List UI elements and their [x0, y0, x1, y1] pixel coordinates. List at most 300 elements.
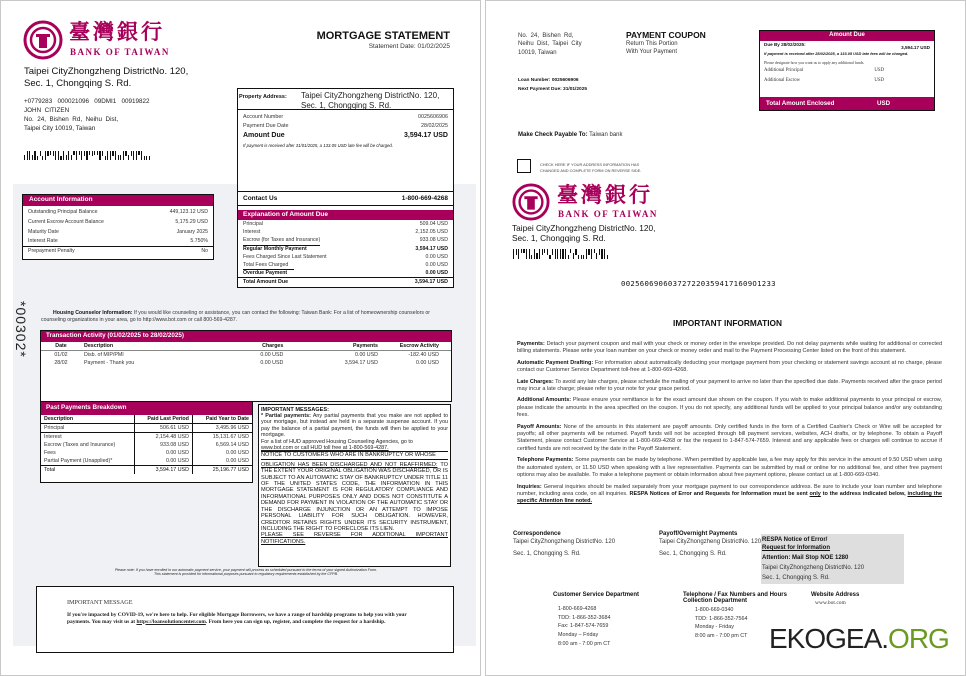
barcode-bar	[84, 151, 85, 156]
column-header: Description	[84, 343, 114, 349]
payable-label: Make Check Payable To:	[518, 132, 588, 138]
respa-title: Request for Information	[762, 545, 831, 551]
row-label: Interest Rate	[28, 238, 58, 244]
paragraph-text: None of the amounts in this statement are payoff amounts. Only certified funds in the form of a Certified Cashier's Check or Wire will be accepted for payoffs; all other payments will be returned. Payoff funds will not be accepted through bill payment services, websites, ACH drafts, or by telephone. To obtain a Payoff Statement, please contact Customer Service at 1-800-669-4268 or fax the request to 1-847-574-7659. Interest and any applicable fees or charges will continue to accrue if certified funds are not received by the date in the Payoff Statement.	[517, 423, 943, 452]
contact-line: Fax: 1-847-574-7659	[558, 623, 609, 630]
ocr-scanline: 0025606906037272203594171609O1233	[621, 279, 776, 288]
cell: 0.00 USD	[226, 458, 249, 464]
past-payments-box	[40, 401, 253, 483]
partial-payments-label: * Partial payments:	[261, 413, 311, 419]
barcode-bar	[594, 249, 595, 253]
bank-emblem-icon	[512, 183, 550, 221]
watermark-text: EKOGEA.	[769, 623, 889, 654]
address-line: 10019, Taiwan	[518, 49, 557, 56]
paragraph-bold-text: RESPA Notices of Error and Requests for Information must be sent	[629, 490, 810, 497]
account-number-label: Account Number	[243, 114, 284, 120]
bankruptcy-notice-body	[261, 462, 448, 532]
watermark-text: ORG	[888, 623, 949, 654]
cell: 0.00 USD	[416, 360, 439, 366]
barcode-bar	[583, 255, 584, 259]
barcode-bar	[562, 249, 563, 259]
barcode-bar	[40, 151, 41, 156]
barcode-bar	[115, 151, 116, 160]
paragraph-label: Inquiries:	[517, 483, 542, 490]
barcode-bar	[97, 151, 98, 155]
due-date: 28/02/2025	[421, 123, 448, 129]
barcode-bar	[521, 249, 522, 253]
cell: Escrow (Taxes and Insurance)	[41, 441, 134, 449]
address-change-checkbox[interactable]	[517, 159, 531, 173]
bank-emblem-icon	[23, 20, 63, 60]
barcode-bar	[544, 249, 545, 253]
watermark	[769, 623, 949, 655]
barcode-bar	[575, 249, 576, 255]
barcode-bar	[586, 249, 587, 259]
row-label: Overdue Payment	[243, 270, 288, 277]
currency-label: USD	[874, 77, 884, 83]
transaction-activity-box	[40, 330, 452, 402]
paragraph-text: For information about automatically deducting your mortgage payment from your checking or statement savings account at no charge, please contact our Customer Service Department toll-free at 1-800-669-4268.	[517, 359, 942, 374]
address-change-label	[540, 162, 641, 173]
barcode-bar	[588, 249, 589, 255]
explanation-row	[243, 246, 448, 254]
barcode-bar	[34, 151, 35, 160]
paragraph-text: Some payments can be made by telephone. When permitted by applicable law, a fee may apply for this service in the amount of 9.50 USD when using the automated system, or 11.50 USD when speaking with a live representative. Payments can be submitted by mail or online for no additional fee, and other free payment options may also be available. To make a telephone payment or obtain information about free payment options, please contact us at 1-800-669-0340.	[517, 457, 942, 479]
address-change-text: CHANGED AND COMPLETE FORM ON REVERSE SIDE.	[540, 167, 642, 173]
bank-chinese-name-logo: 臺灣銀行	[69, 19, 165, 44]
barcode-bar	[45, 151, 46, 160]
amount-due-label: Amount Due	[243, 132, 285, 139]
amount-due: 3,594.17 USD	[404, 132, 448, 139]
customer-service-contacts	[553, 592, 639, 649]
bank-address-line: Sec. 1, Chongqing S. Rd.	[24, 78, 132, 89]
cell: 933.08 USD	[134, 441, 192, 449]
paragraph-bold-text: to the address indicated below,	[820, 490, 908, 497]
cell: 3,594.17 USD	[344, 360, 378, 366]
fine-print	[41, 568, 451, 577]
bankruptcy-notice	[261, 451, 448, 459]
customer-address-line: Taipei City 10019, Taiwan	[24, 125, 96, 132]
barcode-bar	[50, 151, 51, 155]
barcode-bar	[133, 151, 134, 160]
contact-line: 8:00 am - 7:00 pm CT	[695, 633, 748, 640]
bank-address-line: Taipei CityZhongzheng DistrictNo. 120,	[512, 223, 656, 233]
info-paragraph	[517, 360, 942, 375]
explanation-row	[243, 237, 448, 246]
customer-name: JOHN CITIZEN	[24, 107, 70, 114]
barcode-bar	[120, 155, 121, 160]
respa-attention: Attention: Mail Stop NOE 1280	[762, 555, 849, 561]
barcode-bar	[29, 151, 30, 160]
payoff-address	[659, 531, 761, 557]
cell: 28/02	[54, 360, 68, 366]
total-enclosed-label: Total Amount Enclosed	[766, 100, 835, 107]
address-line: No. 24, Bishen Rd,	[518, 33, 574, 39]
bank-chinese-name-logo: 臺灣銀行	[557, 182, 653, 207]
cell: Total	[41, 466, 134, 475]
website-link[interactable]: www.bot.com	[815, 600, 846, 606]
contact-title: Customer Service Department	[553, 592, 640, 598]
barcode-bar	[513, 249, 514, 259]
barcode-bar	[105, 156, 106, 160]
coupon-amount-due-header: Amount Due	[760, 31, 934, 41]
barcode-bar	[94, 151, 95, 155]
reverse-side-note: PLEASE SEE REVERSE FOR ADDITIONAL IMPORTANT NOTIFICATIONS.	[261, 532, 448, 545]
contact-subtitle: Collection Department	[683, 598, 748, 604]
cell: Interest	[41, 433, 134, 442]
cell: 0.00 USD	[355, 352, 378, 358]
coupon-bank-logo	[512, 183, 662, 223]
bank-address	[24, 66, 188, 90]
housing-counselor-label: Housing Counselor Information:	[53, 310, 133, 316]
info-paragraph	[517, 379, 942, 394]
barcode-bar	[79, 151, 80, 155]
important-information-title: IMPORTANT INFORMATION	[673, 318, 782, 328]
barcode-bar	[581, 255, 582, 259]
important-information-body	[517, 341, 942, 510]
barcode-bar	[107, 151, 108, 160]
barcode-bar	[32, 155, 33, 160]
contact-phone[interactable]: 1-800-669-4268	[401, 195, 448, 202]
barcode-bar	[149, 156, 150, 160]
row-value: January 2025	[176, 229, 208, 235]
address-line: Taipei CityZhongzheng DistrictNo. 120	[513, 539, 616, 545]
address-line: Sec. 1, Chongqing S. Rd.	[659, 551, 727, 557]
barcode-bar	[73, 151, 74, 155]
covid-message-title: IMPORTANT MESSAGE	[67, 599, 133, 606]
coupon-bank-address	[512, 223, 655, 243]
paragraph-text: To avoid any late charges, please schedule the mailing of your payment to arrive no later than the specified due date. Payments received after the grace period may incur a late charge; please refer to your note for your grace period.	[517, 378, 942, 393]
cell: 6,569.14 USD	[215, 442, 249, 448]
late-fee-note: If payment is received after 31/01/2025, a 133.05 USD late fee will be charged.	[243, 143, 394, 148]
due-date-label: Payment Due Date	[243, 123, 289, 129]
barcode-bar	[146, 156, 147, 160]
address-title: Payoff/Overnight Payments	[659, 531, 738, 537]
barcode-bar	[573, 253, 574, 259]
barcode-bar	[578, 255, 579, 259]
account-information-header: Account Information	[23, 195, 213, 206]
row-label: Total Amount Due	[243, 279, 289, 285]
table-row	[41, 441, 252, 449]
property-address-line: Sec. 1, Chongqing S. Rd.	[301, 100, 392, 110]
explanation-list	[243, 221, 448, 278]
barcode-bar	[102, 151, 103, 156]
paragraph-text: General inquiries should be mailed separately from your mortgage payment to our correspondence address. Be sure to include your loan number and telephone number, including area code, on all inquiries.	[517, 483, 942, 497]
column-header: Description	[41, 415, 134, 424]
table-row	[41, 457, 252, 466]
barcode-bar	[547, 249, 548, 255]
paragraph-label: Payments:	[517, 341, 545, 347]
table-row	[41, 351, 451, 360]
account-info-row	[28, 207, 208, 217]
barcode-bar	[604, 249, 605, 259]
row-label: Interest	[243, 228, 261, 235]
barcode-bar	[92, 151, 93, 156]
barcode-bar	[523, 249, 524, 253]
cell: 0.00 USD	[226, 450, 249, 456]
property-address-row	[238, 89, 453, 110]
coupon-due-details	[760, 41, 934, 84]
barcode-bar	[128, 155, 129, 160]
payment-summary	[238, 110, 453, 148]
statement-date: Statement Date: 01/02/2025	[368, 43, 450, 50]
address-line: Sec. 1, Chongqing S. Rd.	[513, 551, 581, 557]
contact-line: Monday – Friday	[558, 632, 599, 639]
barcode-bar	[76, 151, 77, 160]
mail-codes: +0779283 000021096 09DMI1 00919822	[24, 98, 150, 105]
barcode-bar	[89, 151, 90, 155]
barcode-bar	[529, 249, 530, 259]
coupon-amount-due-box	[759, 30, 935, 111]
make-check-payable	[518, 132, 623, 138]
cell: 2,154.48 USD	[134, 433, 192, 442]
barcode-bar	[526, 249, 527, 259]
barcode-bar	[47, 151, 48, 156]
barcode-bar	[81, 151, 82, 160]
postal-barcode	[24, 151, 149, 160]
barcode-bar	[42, 156, 43, 160]
correspondence-address	[513, 531, 615, 557]
partial-payments-text: Any partial payments that you make are not applied to your mortgage, but instead are held in a separate suspense account. If you pay the balance of a partial payment, the funds will then be applied to your mortgage.	[261, 413, 448, 439]
address-line: Taipei CityZhongzheng DistrictNo. 120	[762, 565, 865, 571]
due-amount: 3,594.17 USD	[901, 45, 930, 50]
coupon-late-note: If payment is received after 28/02/2025, a 133.05 USD late fees will be charged.	[764, 51, 909, 56]
covid-text: If you're impacted by COVID-19, we're here to help. For eligible Mortgage Borrowers, we have a range of hardship programs to help you with your payments. You may visit us at	[67, 612, 407, 625]
property-address	[301, 91, 440, 110]
cell: Disb. of MIP/PMI	[84, 352, 124, 358]
total-amount-due-row	[238, 277, 453, 287]
mortgage-statement-page	[0, 0, 481, 676]
bank-address-line: Sec. 1, Chongqing S. Rd.	[512, 233, 606, 243]
contact-line: TDD: 1-866-352-3684	[558, 614, 611, 621]
table-row	[41, 359, 451, 367]
barcode-bar	[518, 249, 519, 259]
column-header: Charges	[262, 343, 284, 349]
barcode-bar	[599, 249, 600, 255]
additional-principal-label: Additional Principal	[764, 67, 804, 73]
important-messages-box	[258, 404, 451, 567]
barcode-bar	[534, 249, 535, 259]
barcode-bar	[60, 156, 61, 160]
contact-title: Telephone / Fax Numbers and Hours	[683, 592, 787, 598]
table-row	[41, 424, 252, 433]
barcode-bar	[141, 151, 142, 160]
table-header-row	[41, 415, 252, 424]
info-paragraph	[517, 341, 942, 356]
currency-label: USD	[874, 67, 884, 73]
explanation-row	[243, 262, 448, 271]
table-row	[41, 433, 252, 442]
account-info-row	[23, 246, 213, 255]
postal-barcode	[513, 249, 609, 259]
property-summary-box	[237, 88, 454, 288]
row-label: Regular Monthly Payment	[243, 245, 307, 252]
cell: 0.00 USD	[134, 457, 192, 466]
property-address-line: Taipei CityZhongzheng DistrictNo. 120,	[301, 91, 440, 100]
account-info-row	[28, 227, 208, 237]
total-row	[41, 466, 252, 475]
cell: 506.61 USD	[134, 424, 192, 433]
paragraph-label: Payoff Amounts:	[517, 423, 562, 430]
barcode-bar	[131, 151, 132, 156]
barcode-bar	[591, 249, 592, 259]
paragraph-bold-text: only	[809, 490, 821, 497]
total-enclosed-row	[760, 97, 934, 110]
barcode-bar	[536, 253, 537, 259]
barcode-bar	[63, 151, 64, 160]
housing-counselor-info	[41, 310, 453, 324]
bankruptcy-notice-heading: OBLIGATION HAS BEEN DISCHARGED AND NOT REAFFIRMED:	[261, 461, 438, 468]
column-header: Paid Year to Date	[205, 416, 249, 422]
barcode-bar	[71, 155, 72, 160]
barcode-bar	[539, 249, 540, 259]
respa-address	[761, 534, 904, 584]
row-value: 509.04 USD	[419, 221, 448, 227]
website-contact	[811, 592, 859, 606]
bankruptcy-notice-heading: NOTICE TO CUSTOMERS WHO ARE IN BANKRUPTCY OR WHOSE	[261, 452, 436, 459]
barcode-bar	[555, 249, 556, 259]
barcode-bar	[568, 255, 569, 259]
cell: 15,131.67 USD	[212, 434, 249, 440]
coupon-subtitle: Return This Portion	[626, 41, 678, 47]
hud-note: For a list of HUD approved Housing Counseling Agencies, go to	[261, 438, 413, 445]
contact-line: 8:00 am - 7:00 pm CT	[558, 640, 611, 647]
payable-to: Taiwan bank	[587, 132, 623, 138]
past-payments-header: Past Payments Breakdown	[41, 402, 252, 415]
loan-solution-center-link[interactable]: https://loansolutioncenter.com	[136, 618, 206, 625]
barcode-bar	[86, 151, 87, 160]
bankruptcy-notice-text: TO THE EXTENT YOUR ORIGINAL OBLIGATION WAS DISCHARGED, OR IS SUBJECT TO AN AUTOMATIC STAY OF BANKRUPTCY UNDER TITLE 11 OF THE UNITED STATES CODE, THE INFORMATION IN THIS MORTGAGE STATEMENT IS FOR REGULATORY COMPLIANCE AND INFORMATIONAL PURPOSES ONLY AND DOES NOT CONSTITUTE A DEMAND FOR PAYMENT IN VIOLATION OF THE AUTOMATIC STAY OR THE DISCHARGE INJUNCTION OR AN ATTEMPT TO IMPOSE PERSONAL LIABILITY FOR SUCH OBLIGATION. HOWEVER, CREDITOR RETAINS RIGHTS UNDER ITS SECURITY INSTRUMENT, INCLUDING THE RIGHT TO FORECLOSE ITS LIEN.	[261, 461, 449, 532]
explanation-row	[243, 229, 448, 237]
paragraph-text: Detach your payment coupon and mail with your check or money order in the envelope provided. Do not delay payments while waiting for additional or corrected billing statements. Please write your loan number on your check or money order and mail to the Payment Processing Center listed on the front of this statement.	[517, 341, 942, 355]
address-line: Sec. 1, Chongqing S. Rd.	[762, 575, 830, 581]
barcode-bar	[542, 249, 543, 255]
next-payment-due: Next Payment Due: 31/01/2025	[518, 87, 588, 92]
barcode-bar	[560, 249, 561, 259]
contact-line: 1-800-669-0340	[695, 607, 734, 613]
bank-address-line: Taipei CityZhongzheng DistrictNo. 120,	[24, 66, 189, 77]
paragraph-text: Please ensure your remittance is for the exact amount due shown on the coupon. If you wish to make additional payments to your principal or escrow, please indicate the amounts in the area specified on the coupon. If you do not specify, any additional funds will be applied to your principal balance and/or any outstanding fees.	[517, 397, 942, 419]
important-messages-title: IMPORTANT MESSAGES:	[261, 407, 329, 413]
row-label: Principal	[243, 221, 263, 227]
cell: Payment - Thank you	[84, 360, 135, 366]
transaction-table	[41, 342, 451, 367]
row-value: 0.00 USD	[425, 261, 448, 268]
fine-print-line: This statement is provided for informational purposes pursuant to regulatory requirements established by the CFPB.	[154, 572, 338, 577]
total-enclosed-currency: USD	[877, 100, 891, 107]
paragraph-label: Automatic Payment Drafting:	[517, 359, 594, 366]
cell: Partial Payment (Unapplied)*	[41, 457, 134, 466]
barcode-bar	[596, 253, 597, 259]
transaction-activity-header: Transaction Activity (01/02/2025 to 28/02/2025)	[41, 331, 451, 342]
due-by-label: Due By 28/02/2025:	[764, 42, 806, 47]
barcode-bar	[68, 151, 69, 160]
barcode-bar	[570, 249, 571, 253]
cell: 01/02	[54, 352, 68, 358]
payment-coupon-page	[485, 0, 966, 676]
column-header: Date	[55, 343, 67, 349]
account-information-box	[22, 194, 214, 260]
side-sequence-code: *00302*	[13, 301, 29, 358]
row-value: 3,594.17 USD	[415, 245, 448, 252]
account-info-row	[28, 237, 208, 245]
covid-text: . From here you can sign up, register, and complete the request for a hardship.	[205, 618, 386, 625]
contact-line: TDD: 1-866-352-7564	[695, 615, 748, 622]
address-line: Taipei CityZhongzheng DistrictNo. 120	[659, 539, 762, 545]
barcode-bar	[607, 255, 608, 259]
column-header: Escrow Activity	[399, 343, 439, 349]
cell: Principal	[41, 424, 134, 433]
barcode-bar	[549, 255, 550, 259]
address-change-text: CHECK HERE IF YOUR ADDRESS INFORMATION HAS	[540, 162, 640, 167]
column-header: Payments	[352, 343, 378, 349]
property-address-label: Property Address:	[239, 94, 287, 100]
cell: 0.00 USD	[134, 449, 192, 457]
info-paragraph	[517, 457, 942, 479]
barcode-bar	[138, 151, 139, 155]
row-label: Total Fees Charged	[243, 262, 294, 271]
row-label: Maturity Date	[28, 229, 59, 235]
cell: 3,594.17 USD	[134, 466, 192, 475]
row-value: 0.00 USD	[425, 270, 448, 277]
explanation-header: Explanation of Amount Due	[238, 210, 453, 220]
barcode-bar	[565, 249, 566, 259]
row-value: No	[201, 248, 208, 254]
barcode-bar	[99, 151, 100, 160]
cell: -182.40 USD	[408, 352, 439, 358]
coupon-subtitle: With Your Payment	[626, 49, 678, 55]
contact-us-label: Contact Us	[243, 195, 278, 202]
row-label: Outstanding Principal Balance	[28, 209, 98, 215]
covid-message-text	[67, 612, 423, 625]
cell: 25,196.77 USD	[212, 467, 249, 473]
row-value: 5.750%	[190, 238, 208, 244]
hud-link[interactable]: www.bot.com or call HUD toll free at 1-800-569-4287.	[261, 445, 389, 452]
cell: 0.00 USD	[260, 352, 284, 358]
explanation-row	[243, 221, 448, 229]
designate-funds-note: Please designate how you want us to apply any additional funds.	[764, 60, 865, 65]
account-information-list	[23, 206, 213, 246]
barcode-bar	[552, 249, 553, 255]
row-value: 3,594.17 USD	[414, 279, 448, 285]
account-number: 0025606906	[418, 114, 448, 120]
account-info-row	[28, 217, 208, 227]
housing-counselor-text: If you would like counseling or assistance, you can contact the following: Taiwan Bank: For a list of homeownership counselors or counseling organizations in your area, go to http://www.bot.com or call 800-569-4287.	[41, 310, 431, 323]
barcode-bar	[136, 151, 137, 160]
barcode-bar	[37, 156, 38, 160]
row-label: Escrow (for Taxes and Insurance)	[243, 237, 320, 246]
cell: 3,495.96 USD	[215, 425, 249, 431]
coupon-title-block	[626, 30, 706, 56]
paragraph-bold-text: including the specific Attention line noted.	[517, 490, 942, 505]
barcode-bar	[110, 151, 111, 160]
partial-payments-note	[261, 413, 448, 439]
barcode-bar	[24, 155, 25, 160]
barcode-bar	[58, 151, 59, 160]
barcode-bar	[144, 156, 145, 160]
barcode-bar	[118, 155, 119, 160]
contact-us-row	[238, 191, 453, 206]
cell: 0.00 USD	[260, 360, 284, 366]
customer-address-line: No. 24, Bishen Rd, Neihu Dist,	[24, 116, 119, 123]
additional-escrow-label: Additional Escrow	[764, 77, 801, 83]
contact-title: Website Address	[811, 592, 860, 598]
barcode-bar	[53, 151, 54, 156]
respa-title: RESPA Notice of Error/	[762, 537, 828, 543]
row-label: Fees Charged Since Last Statement	[243, 253, 327, 260]
row-value: 5,175.29 USD	[175, 219, 208, 225]
explanation-row	[243, 254, 448, 262]
